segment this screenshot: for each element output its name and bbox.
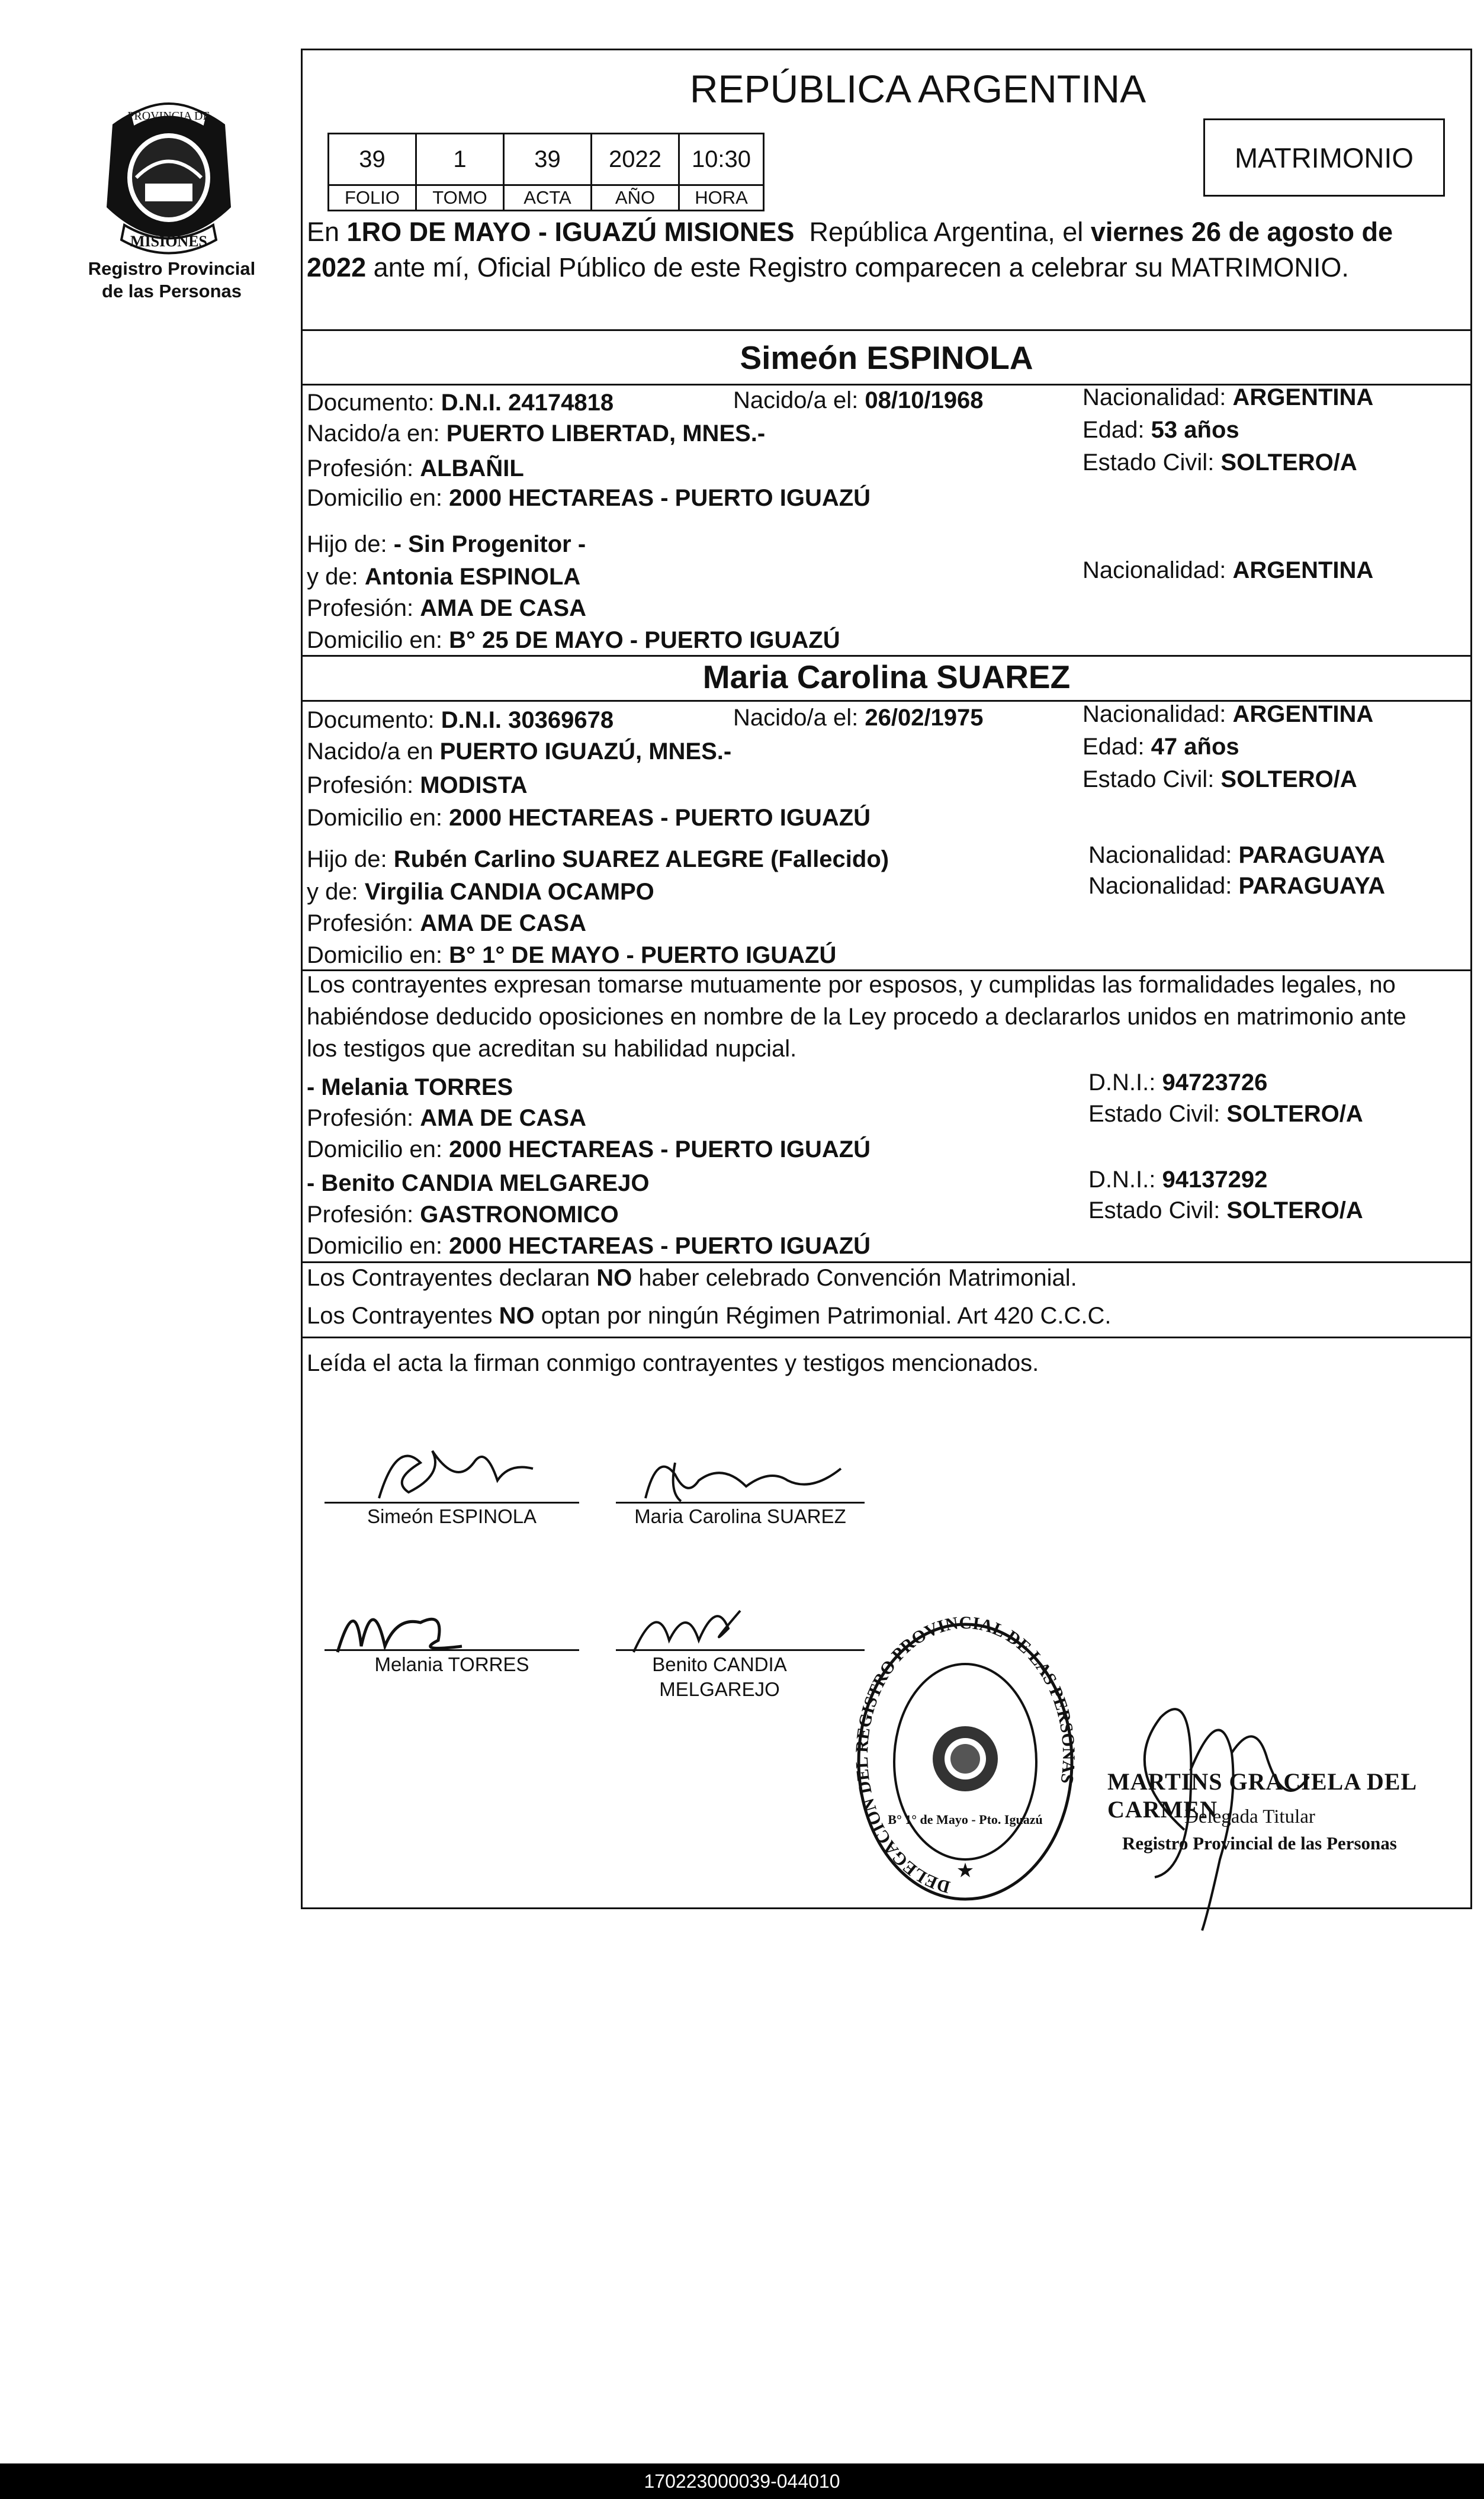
official-office: Registro Provincial de las Personas [1122, 1833, 1397, 1854]
t2-name: - Benito CANDIA MELGAREJO [307, 1170, 650, 1196]
declaracion-text [307, 969, 1470, 1065]
closing-text: Leída el acta la firman conmigo contrayentes y testigos mencionados. [307, 1350, 1039, 1376]
declaracion-line2: habiéndose deducido oposiciones en nombre de la Ley procedo a declararlos unidos en matrimonio ante [307, 1004, 1406, 1030]
c1-padres-domicilio: Domicilio en: B° 25 DE MAYO - PUERTO IGUAZÚ [307, 627, 840, 653]
registration-table [327, 133, 765, 211]
contrayente2-name: Maria Carolina SUAREZ [702, 659, 1071, 695]
official-name: MARTINS GRACIELA DEL CARMEN [1107, 1768, 1416, 1823]
page-title: REPÚBLICA ARGENTINA [689, 67, 1146, 111]
intro-place: 1RO DE MAYO - IGUAZÚ MISIONES [346, 217, 795, 247]
signature-label-2: Maria Carolina SUAREZ [634, 1505, 846, 1527]
t1-name: - Melania TORRES [307, 1074, 513, 1100]
c2-edad: Edad: 47 años [1083, 734, 1239, 760]
signature-2-icon [634, 1445, 859, 1510]
signature-label-1: Simeón ESPINOLA [367, 1505, 537, 1527]
stamp-inner-text: B° 1° de Mayo - Pto. Iguazú [888, 1812, 1043, 1827]
t2-dni: D.N.I.: 94137292 [1088, 1167, 1268, 1193]
signature-3-icon [326, 1581, 468, 1664]
signature-label-4-line2: MELGAREJO [659, 1678, 780, 1700]
c2-domicilio: Domicilio en: 2000 HECTAREAS - PUERTO IGUAZÚ [307, 805, 871, 831]
act-type-box: MATRIMONIO [1203, 118, 1445, 197]
footer-code-bar [0, 2463, 1484, 2499]
t1-domicilio: Domicilio en: 2000 HECTAREAS - PUERTO IGUAZÚ [307, 1136, 871, 1162]
province-emblem-icon [89, 89, 249, 266]
c2-estado-civil: Estado Civil: SOLTERO/A [1083, 766, 1357, 792]
c2-padres-domicilio: Domicilio en: B° 1° DE MAYO - PUERTO IGUAZÚ [307, 942, 837, 968]
anio-value: 2022 [592, 134, 679, 185]
signature-label-4-line1: Benito CANDIA [652, 1653, 787, 1675]
tomo-label: TOMO [416, 185, 504, 211]
intro-line2 [307, 250, 1469, 285]
signature-line-3 [325, 1649, 579, 1651]
c1-estado-civil: Estado Civil: SOLTERO/A [1083, 449, 1357, 476]
folio-label: FOLIO [329, 185, 416, 211]
stamp-ring-text: DELEGACION DEL REGISTRO PROVINCIAL DE LAS PERSONAS [852, 1613, 1079, 1897]
star-icon: ★ [956, 1859, 975, 1882]
logo-top-text: PROVINCIA DE [127, 110, 210, 123]
c2-madre-profesion: Profesión: AMA DE CASA [307, 910, 586, 936]
acta-value: 39 [504, 134, 592, 185]
tomo-value: 1 [416, 134, 504, 185]
contrayente1-name: Simeón ESPINOLA [740, 339, 1033, 376]
logo-caption-line2: de las Personas [101, 281, 242, 301]
official-role: Delegada Titular [1184, 1806, 1315, 1827]
c2-nacionalidad: Nacionalidad: ARGENTINA [1083, 701, 1374, 727]
c1-madre: y de: Antonia ESPINOLA [307, 564, 581, 590]
t1-dni: D.N.I.: 94723726 [1088, 1069, 1268, 1096]
c2-padre-nacionalidad: Nacionalidad: PARAGUAYA [1088, 842, 1385, 868]
c1-nacido-el: Nacido/a el: 08/10/1968 [733, 387, 984, 413]
intro-date-part2: 2022 [307, 252, 367, 282]
c1-madre-nacionalidad: Nacionalidad: ARGENTINA [1083, 557, 1374, 583]
signature-label-3: Melania TORRES [374, 1653, 529, 1675]
t2-domicilio: Domicilio en: 2000 HECTAREAS - PUERTO IGUAZÚ [307, 1233, 871, 1259]
regimen-line2: Los Contrayentes NO optan por ningún Régimen Patrimonial. Art 420 C.C.C. [307, 1303, 1112, 1329]
logo-bottom-text: MISIONES [130, 233, 208, 250]
t1-estado-civil: Estado Civil: SOLTERO/A [1088, 1101, 1363, 1127]
acta-label: ACTA [504, 185, 592, 211]
signature-line-4 [616, 1649, 865, 1651]
intro-date-part1: viernes 26 de agosto de [1090, 217, 1393, 247]
c1-padre: Hijo de: - Sin Progenitor - [307, 531, 586, 557]
t2-estado-civil: Estado Civil: SOLTERO/A [1088, 1197, 1363, 1223]
c2-madre: y de: Virgilia CANDIA OCAMPO [307, 879, 654, 905]
divider [301, 1337, 1472, 1338]
c1-nacionalidad: Nacionalidad: ARGENTINA [1083, 384, 1374, 410]
signature-1-icon [355, 1427, 557, 1510]
hora-label: HORA [679, 185, 764, 211]
c2-nacido-el: Nacido/a el: 26/02/1975 [733, 705, 984, 731]
folio-value: 39 [329, 134, 416, 185]
registry-logo [89, 89, 249, 266]
t1-profesion: Profesión: AMA DE CASA [307, 1105, 586, 1131]
intro-prefix: En [307, 217, 347, 247]
c2-padre: Hijo de: Rubén Carlino SUAREZ ALEGRE (Fallecido) [307, 846, 889, 872]
intro-mid: República Argentina, el [794, 217, 1091, 247]
signature-label-4 [616, 1652, 823, 1702]
c1-nacido-en: Nacido/a en: PUERTO LIBERTAD, MNES.- [307, 420, 766, 447]
signature-line-2 [616, 1502, 865, 1504]
intro-line2-rest: ante mí, Oficial Público de este Registro comparecen a celebrar su MATRIMONIO. [366, 252, 1349, 282]
logo-caption-line1: Registro Provincial [88, 258, 256, 279]
c1-documento: Documento: D.N.I. 24174818 [307, 390, 614, 416]
c1-profesion: Profesión: ALBAÑIL [307, 455, 524, 481]
official-stamp-icon [852, 1613, 1079, 1907]
anio-label: AÑO [592, 185, 679, 211]
hora-value: 10:30 [679, 134, 764, 185]
c1-domicilio: Domicilio en: 2000 HECTAREAS - PUERTO IGUAZÚ [307, 485, 871, 511]
declaracion-line3: los testigos que acreditan su habilidad nupcial. [307, 1036, 797, 1062]
divider [301, 655, 1472, 657]
regimen-line1: Los Contrayentes declaran NO haber celebrado Convención Matrimonial. [307, 1265, 1077, 1291]
declaracion-line1: Los contrayentes expresan tomarse mutuamente por esposos, y cumplidas las formalidades legales, no [307, 972, 1396, 998]
signature-4-icon [622, 1593, 758, 1658]
signature-line-1 [325, 1502, 579, 1504]
c2-nacido-en: Nacido/a en PUERTO IGUAZÚ, MNES.- [307, 738, 732, 765]
t2-profesion: Profesión: GASTRONOMICO [307, 1202, 619, 1228]
c1-edad: Edad: 53 años [1083, 417, 1239, 443]
footer-code: 170223000039-044010 [644, 2470, 840, 2492]
divider [301, 329, 1472, 331]
c2-profesion: Profesión: MODISTA [307, 772, 528, 798]
c2-documento: Documento: D.N.I. 30369678 [307, 707, 614, 733]
c1-madre-profesion: Profesión: AMA DE CASA [307, 595, 586, 621]
intro-line1 [307, 214, 1469, 250]
logo-caption [65, 258, 278, 303]
c2-madre-nacionalidad: Nacionalidad: PARAGUAYA [1088, 873, 1385, 899]
